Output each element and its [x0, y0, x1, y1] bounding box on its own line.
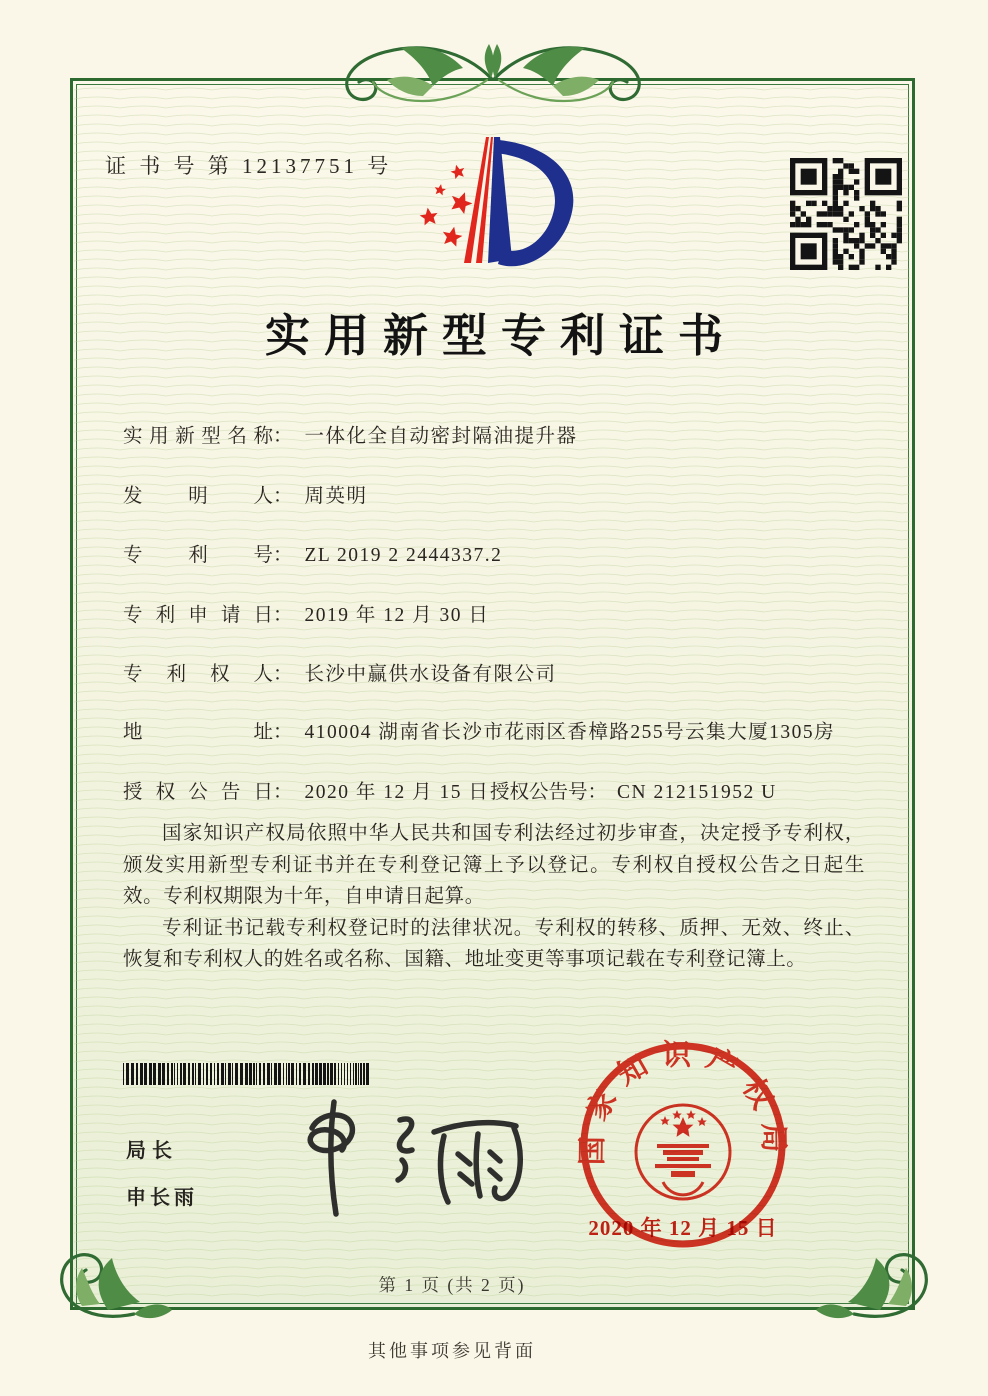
field-colon: ： [273, 605, 293, 626]
field-value: ZL 2019 2 2444337.2 [304, 545, 503, 566]
certificate-number: 证 书 号 第 12137751 号 [105, 154, 393, 178]
certificate-title: 实用新型专利证书 [264, 311, 737, 361]
field-value: 周英明 [304, 486, 368, 507]
field-value: 2020 年 12 月 15 日 [304, 782, 490, 803]
field-pair-grant-number [490, 776, 777, 804]
field-colon: ： [273, 545, 293, 566]
legal-paragraph-2: 专利证书记载专利权登记时的法律状况。专利权的转移、质押、无效、终止、恢复和专利权人的姓名或名称、国籍、地址变更等事项记载在专利登记簿上。 [123, 917, 865, 970]
seal-text: 国家知识产权局 [576, 1039, 790, 1166]
page-number: 第 1 页 (共 2 页) [378, 1275, 526, 1295]
field-row-grant [123, 776, 913, 804]
field-colon: ： [587, 782, 608, 803]
field-label: 授权公告日 [123, 782, 273, 803]
qr-code [790, 158, 902, 270]
legal-paragraph-1: 国家知识产权局依照中华人民共和国专利法经过初步审查，决定授予专利权，颁发实用新型专利证书并在专利登记簿上予以登记。专利权自授权公告之日起生效。专利权期限为十年，自申请日起算。 [123, 823, 865, 907]
signature-handwriting [272, 1098, 542, 1218]
commissioner-name: 申长雨 [126, 1187, 198, 1209]
field-row-inventor [123, 480, 913, 508]
field-label: 专利号 [123, 545, 273, 566]
border-bottom-right-flourish-icon [810, 1248, 950, 1328]
field-label: 地址 [123, 722, 273, 743]
field-colon: ： [273, 486, 293, 507]
field-value: CN 212151952 U [617, 782, 777, 803]
field-label: 专利申请日 [123, 605, 273, 626]
field-row-address [123, 716, 913, 744]
field-colon: ： [273, 426, 293, 447]
field-value: 2019 年 12 月 30 日 [304, 605, 490, 626]
field-colon: ： [273, 664, 293, 685]
border-bottom-left-flourish-icon [38, 1248, 178, 1328]
field-value: 410004 湖南省长沙市花雨区香樟路255号云集大厦1305房 [304, 722, 836, 743]
field-value: 长沙中赢供水设备有限公司 [304, 664, 557, 685]
field-label: 发明人 [123, 486, 273, 507]
border-top-flourish-icon [333, 38, 653, 126]
back-side-note: 其他事项参见背面 [368, 1341, 536, 1361]
field-row-patent-number [123, 539, 913, 567]
national-emblem-icon [636, 1105, 730, 1199]
field-label: 实用新型名称 [123, 426, 273, 447]
legal-text [123, 818, 865, 976]
commissioner-title: 局长 [126, 1140, 178, 1162]
field-value: 一体化全自动密封隔油提升器 [304, 426, 578, 447]
barcode [123, 1063, 373, 1085]
field-row-filing-date [123, 599, 913, 627]
field-label: 授权公告号 [490, 782, 588, 803]
field-label: 专利权人 [123, 664, 273, 685]
field-colon: ： [273, 782, 293, 803]
seal-date: 2020 年 12 月 15 日 [588, 1216, 778, 1240]
field-row-name [123, 420, 913, 448]
cnipa-logo-icon [396, 130, 596, 288]
field-row-patentee [123, 658, 913, 686]
field-colon: ： [273, 722, 293, 743]
